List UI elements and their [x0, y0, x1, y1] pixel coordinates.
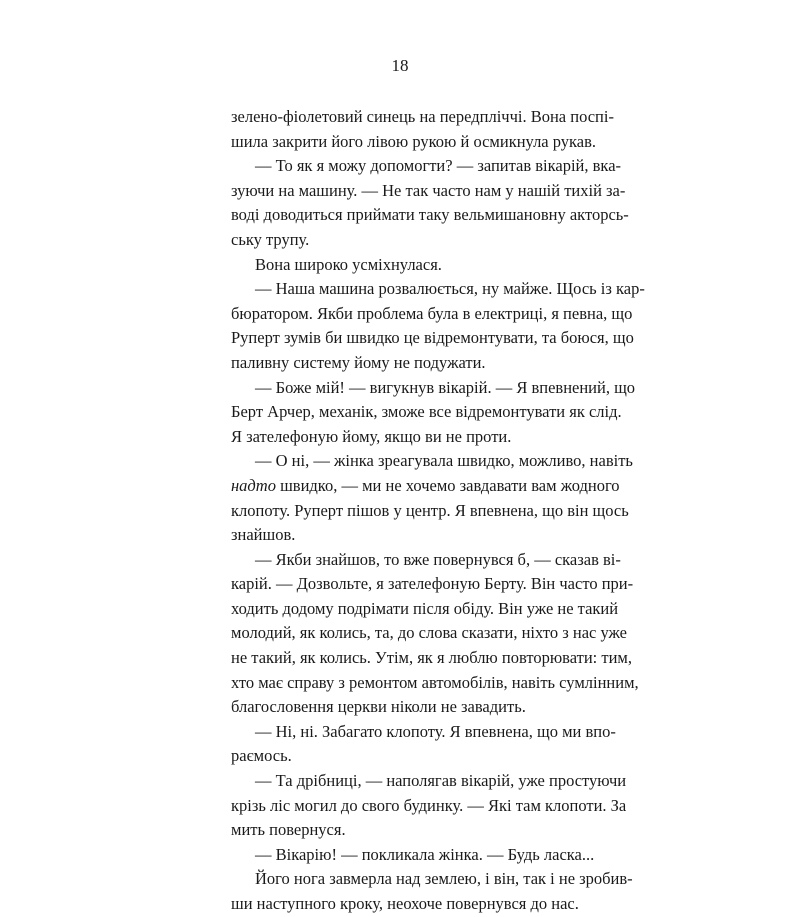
- text-line: молодий, як колись, та, до слова сказати, ніхто з нас уже: [231, 623, 627, 643]
- text-line: Його нога завмерла над землею, і він, так і не зробив-: [255, 869, 633, 889]
- page-number: 18: [391, 56, 409, 75]
- text-line: не такий, як колись. Утім, як я люблю повторювати: тим,: [231, 648, 632, 668]
- text-line: — Наша машина розвалюється, ну майже. Щось із кар-: [255, 279, 645, 299]
- text-line: паливну систему йому не подужати.: [231, 352, 486, 372]
- text-line: Руперт зумів би швидко це відремонтувати, та боюся, що: [231, 328, 634, 348]
- text-line: зуючи на машину. — Не так часто нам у нашій тихій за-: [231, 180, 626, 200]
- text-line: шила закрити його лівою рукою й осмикнула рукав.: [231, 131, 597, 151]
- text-line: ши наступного кроку, неохоче повернувся до нас.: [231, 894, 579, 913]
- body-text: [231, 105, 645, 917]
- text-line: воді доводиться приймати таку вельмишановну акторсь-: [231, 205, 629, 225]
- text-line: Вона широко усміхнулася.: [255, 254, 442, 274]
- text-line: раємось.: [231, 746, 292, 766]
- italic-text: надто: [231, 475, 276, 495]
- text-line: Я зателефоную йому, якщо ви не проти.: [231, 426, 512, 446]
- text-line: знайшов.: [231, 525, 296, 545]
- text-line: — Ні, ні. Забагато клопоту. Я впевнена, що ми впо-: [255, 721, 616, 741]
- text-line: клопоту. Руперт пішов у центр. Я впевнена, що він щось: [231, 500, 629, 520]
- text-line: мить повернуся.: [231, 820, 346, 840]
- text-line: ську трупу.: [231, 229, 310, 249]
- text-line: [231, 474, 620, 499]
- text-line: — То як я можу допомогти? — запитав вікарій, вка-: [255, 156, 622, 176]
- text-line: крізь ліс могил до свого будинку. — Які там клопоти. За: [231, 795, 627, 815]
- text-segment: швидко, — ми не хочемо завдавати вам жодного: [275, 475, 620, 495]
- text-line: — О ні, — жінка зреагувала швидко, можливо, навіть: [255, 451, 633, 471]
- text-line: ходить додому подрімати після обіду. Він уже не такий: [231, 598, 619, 618]
- text-line: — Якби знайшов, то вже повернувся б, — сказав ві-: [255, 549, 621, 569]
- text-line: Берт Арчер, механік, зможе все відремонтувати як слід.: [231, 402, 622, 422]
- text-line: — Та дрібниці, — наполягав вікарій, уже простуючи: [255, 771, 627, 791]
- text-line: зелено-фіолетовий синець на передпліччі. Вона поспі-: [231, 107, 614, 126]
- text-line: хто має справу з ремонтом автомобілів, навіть сумлінним,: [231, 672, 639, 692]
- text-line: бюратором. Якби проблема була в електриці, я певна, що: [231, 303, 633, 323]
- text-line: — Вікарію! — покликала жінка. — Будь ласка...: [255, 844, 595, 864]
- text-line: карій. — Дозвольте, я зателефоную Берту. Він часто при-: [231, 574, 634, 594]
- text-line: благословення церкви ніколи не завадить.: [231, 697, 526, 717]
- text-line: — Боже мій! — вигукнув вікарій. — Я впевнений, що: [255, 377, 636, 397]
